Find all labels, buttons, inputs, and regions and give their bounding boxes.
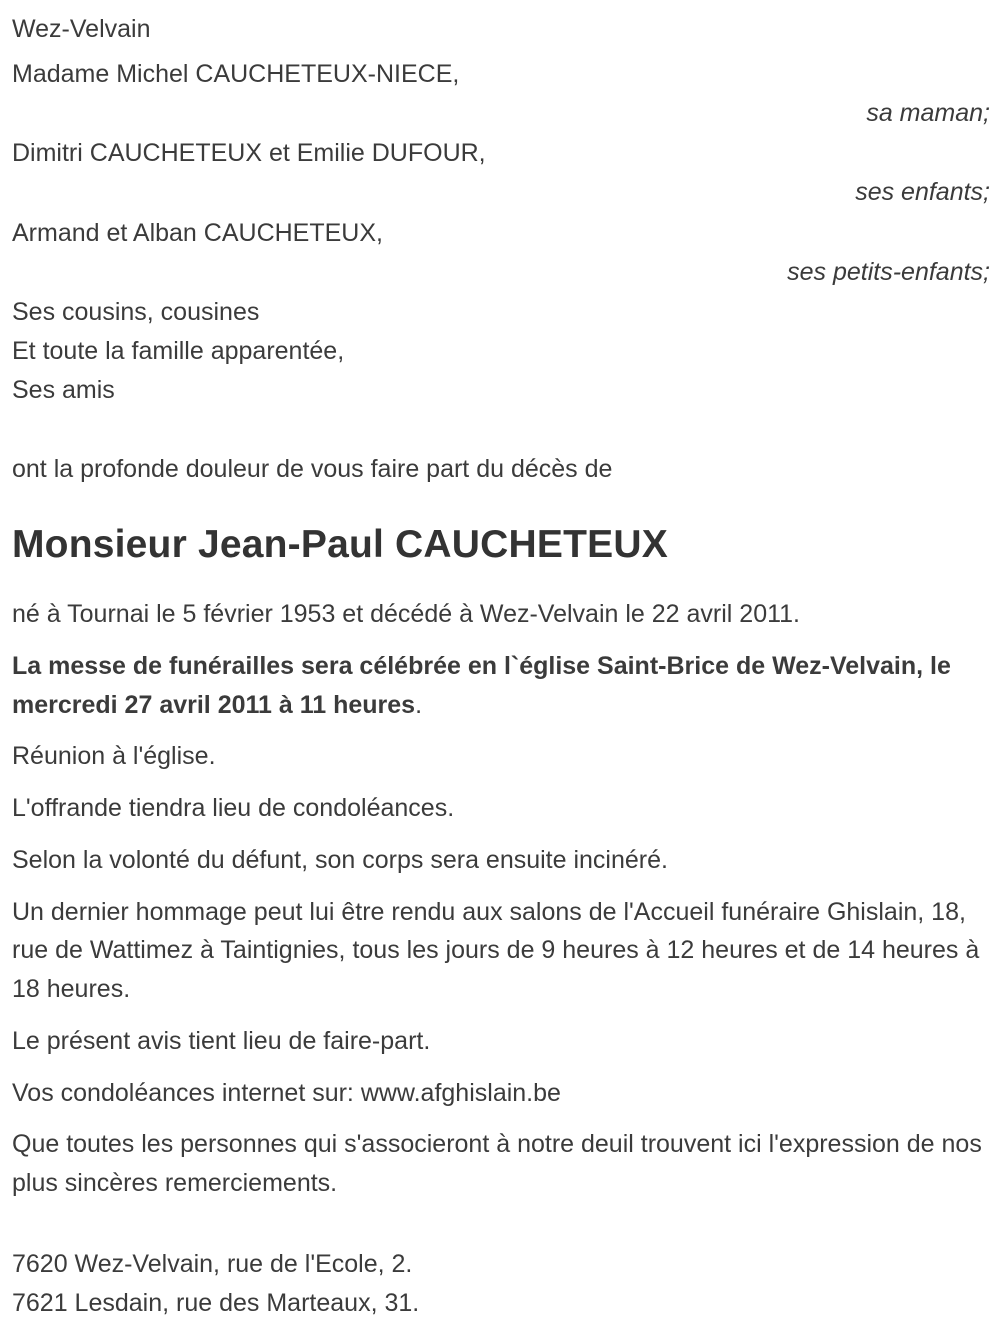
family-list bbox=[12, 55, 990, 292]
hommage-paragraph: Un dernier hommage peut lui être rendu aux salons de l'Accueil funéraire Ghislain, 18, rue de Wattimez à Taintignies, tous les jours de 9 heures à 12 heures et de 14 heures à 18 heures. bbox=[12, 897, 980, 1004]
family-member-name: Armand et Alban CAUCHETEUX, bbox=[12, 218, 383, 247]
cremation-line: Selon la volonté du défunt, son corps sera ensuite incinéré. bbox=[12, 845, 668, 874]
announcement-line: ont la profonde douleur de vous faire part du décès de bbox=[12, 454, 613, 483]
condoleances-url-line: Vos condoléances internet sur: www.afghislain.be bbox=[12, 1078, 561, 1107]
other-mourners-list bbox=[12, 293, 990, 409]
ceremony-bold-text: La messe de funérailles sera célébrée en l`église Saint-Brice de Wez-Velvain, le mercredi 27 avril 2011 à 11 heures bbox=[12, 651, 951, 719]
remerciements-paragraph: Que toutes les personnes qui s'associeront à notre deuil trouvent ici l'expression de nos plus sincères remerciements. bbox=[12, 1130, 982, 1198]
address-line: 7620 Wez-Velvain, rue de l'Ecole, 2. bbox=[12, 1249, 413, 1278]
other-mourners-line: Ses cousins, cousines bbox=[12, 298, 260, 327]
ceremony-line bbox=[12, 647, 990, 725]
offrande-line: L'offrande tiendra lieu de condoléances. bbox=[12, 794, 455, 823]
ceremony-end-punctuation: . bbox=[415, 690, 423, 719]
deceased-name-title: Monsieur Jean-Paul CAUCHETEUX bbox=[12, 523, 668, 567]
family-member-name: Madame Michel CAUCHETEUX-NIECE, bbox=[12, 59, 460, 88]
city-line: Wez-Velvain bbox=[12, 15, 151, 43]
address-line: 7621 Lesdain, rue des Marteaux, 31. bbox=[12, 1288, 420, 1317]
other-mourners-line: Ses amis bbox=[12, 375, 115, 404]
family-member-name: Dimitri CAUCHETEUX et Emilie DUFOUR, bbox=[12, 139, 486, 168]
family-relation-label: ses enfants; bbox=[855, 178, 990, 206]
address-block bbox=[12, 1245, 990, 1322]
family-relation-label: ses petits-enfants; bbox=[787, 257, 990, 286]
birth-death-line: né à Tournai le 5 février 1953 et décédé à Wez-Velvain le 22 avril 2011. bbox=[12, 600, 801, 629]
other-mourners-line: Et toute la famille apparentée, bbox=[12, 337, 345, 365]
family-relation-label: sa maman; bbox=[866, 98, 990, 127]
faire-part-line: Le présent avis tient lieu de faire-part. bbox=[12, 1026, 431, 1055]
reunion-line: Réunion à l'église. bbox=[12, 742, 216, 771]
